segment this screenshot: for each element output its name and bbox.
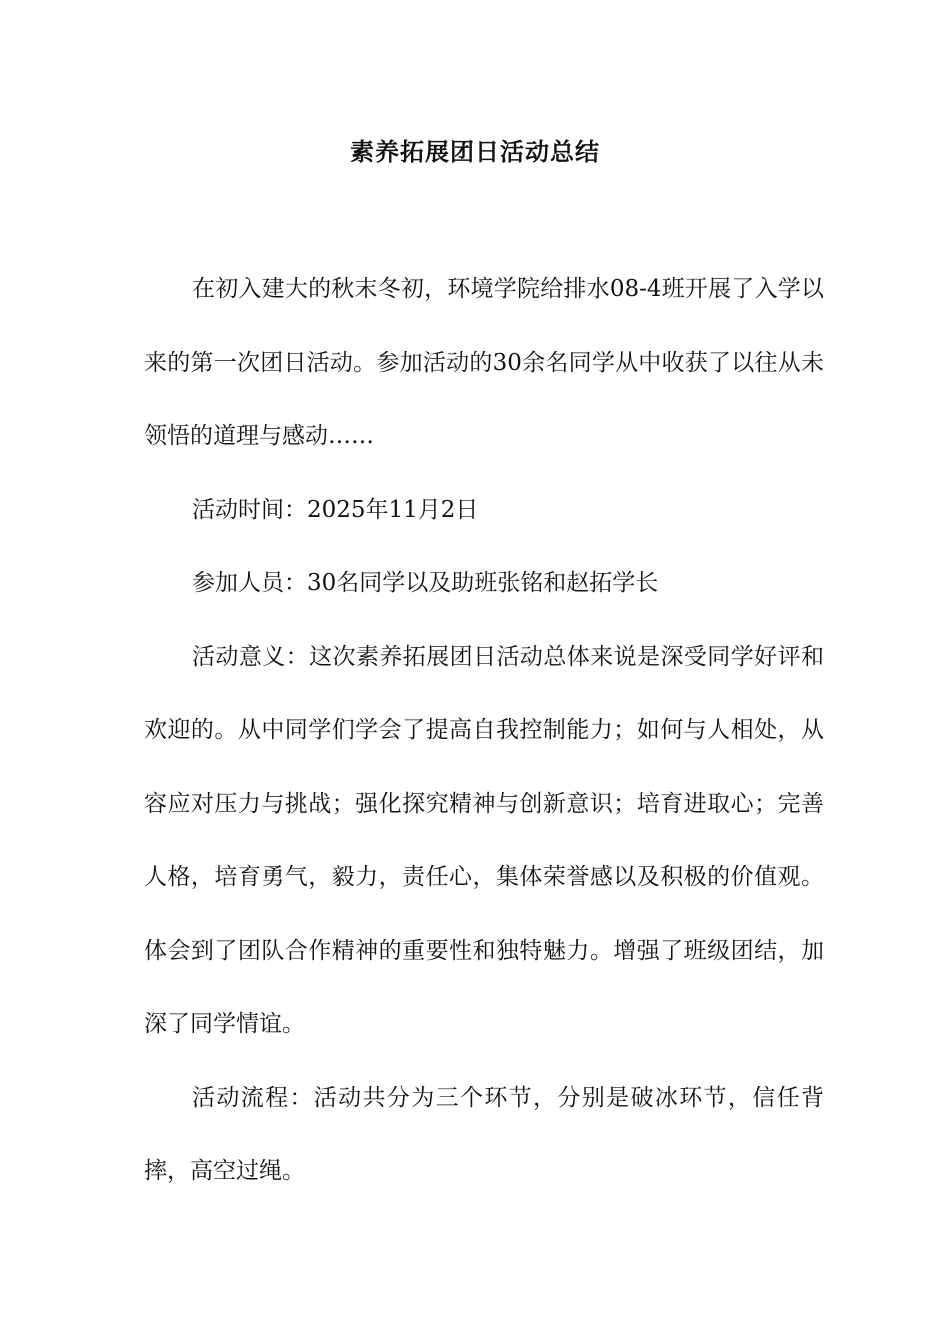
paragraph-process: 活动流程：活动共分为三个环节，分别是破冰环节，信任背摔，高空过绳。 — [144, 1084, 824, 1184]
paragraph-participants: 参加人员：30名同学以及助班张铭和赵拓学长 — [192, 570, 659, 596]
paragraph-intro: 在初入建大的秋末冬初，环境学院给排水08-4班开展了入学以来的第一次团日活动。参加活动的30余名同学从中收获了以往从未领悟的道理与感动…… — [144, 276, 824, 449]
paragraph-activity-time: 活动时间：2025年11月2日 — [192, 496, 479, 523]
paragraph-significance: 活动意义：这次素养拓展团日活动总体来说是深受同学好评和欢迎的。从中同学们学会了提高自我控制能力；如何与人相处，从容应对压力与挑战；强化探究精神与创新意识；培育进取心；完善人格，培育勇气，毅力，责任心，集体荣誉感以及积极的价值观。体会到了团队合作精神的重要性和独特魅力。增强了班级团结，加深了同学情谊。 — [144, 643, 824, 1037]
document-title: 素养拓展团日活动总结 — [350, 137, 600, 166]
document-body — [144, 253, 824, 1209]
